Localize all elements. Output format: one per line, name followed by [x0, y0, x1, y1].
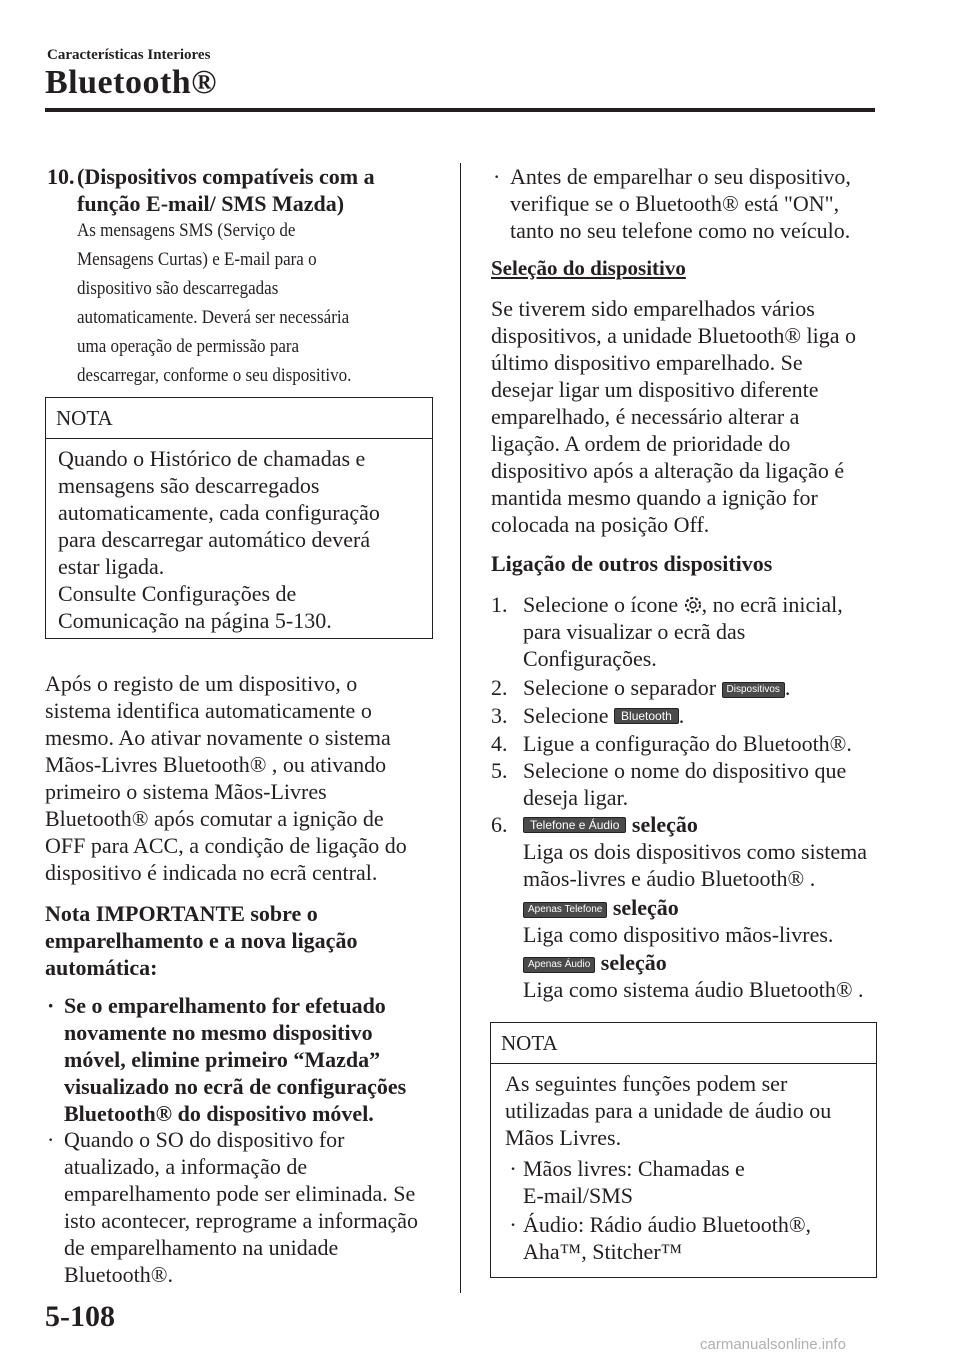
- bullet-line: emparelhamento pode ser eliminada. Se: [64, 1181, 416, 1206]
- note-heading: NOTA: [491, 1023, 876, 1064]
- step-5-cont: deseja ligar.: [523, 785, 629, 810]
- note-heading: NOTA: [46, 398, 432, 439]
- item10-line: As mensagens SMS (Serviço de: [77, 221, 296, 241]
- item10-line: Mensagens Curtas) e E-mail para o: [77, 250, 317, 270]
- item10-line: descarregar, conforme o seu dispositivo.: [77, 366, 352, 386]
- step-text: .: [678, 703, 685, 728]
- step-text: Selecione: [523, 703, 609, 728]
- note-line: Comunicação na página 5-130.: [58, 608, 332, 633]
- step-text: mãos-livres e áudio Bluetooth® .: [523, 866, 816, 891]
- step-5: Selecione o nome do dispositivo que: [523, 758, 847, 783]
- step-1-number: 1.: [491, 592, 508, 617]
- item10-title-1: (Dispositivos compatíveis com a: [77, 164, 375, 189]
- bullet-line: Bluetooth® do dispositivo móvel.: [64, 1101, 374, 1126]
- item10-title-2: função E-mail/ SMS Mazda): [77, 191, 345, 216]
- item10-number: 10.: [47, 164, 75, 189]
- gear-icon: [684, 593, 702, 611]
- para-line: Bluetooth® após comutar a ignição de: [45, 806, 384, 831]
- section-label: Características Interiores: [47, 47, 211, 63]
- bullet-line: Antes de emparelhar o seu dispositivo,: [510, 164, 851, 189]
- important-line: emparelhamento e a nova ligação: [45, 928, 358, 953]
- step-5-number: 5.: [491, 758, 508, 783]
- step-6-phone-desc: Liga como dispositivo mãos-livres.: [523, 922, 834, 947]
- note-box: [45, 397, 433, 639]
- heading-other-devices: Ligação de outros dispositivos: [491, 551, 773, 576]
- devices-tab-button[interactable]: Dispositivos: [722, 682, 785, 698]
- note-body: [491, 1064, 876, 1265]
- note-line: Mãos livres: Chamadas e: [523, 1156, 745, 1181]
- step-text: , no ecrã inicial,: [701, 592, 843, 617]
- note-bullet-text: [505, 1155, 866, 1209]
- audio-only-button[interactable]: Apenas Áudio: [523, 957, 595, 973]
- page-number: 5-108: [45, 1300, 115, 1333]
- note-line: automaticamente, cada configuração: [58, 500, 380, 525]
- para-line: mesmo. Ao ativar novamente o sistema: [45, 725, 391, 750]
- para-line: dispositivo é indicada no ecrã central.: [45, 860, 378, 885]
- column-divider: [460, 163, 461, 1293]
- bullet-line: Bluetooth®.: [64, 1262, 173, 1287]
- bullet-line: Se o emparelhamento for efetuado: [64, 993, 386, 1018]
- step-6-desc: [523, 838, 867, 892]
- bullet-dot: ·: [493, 164, 501, 189]
- step-6: [523, 811, 698, 838]
- step-text: seleção: [600, 950, 667, 975]
- step-1-cont: Configurações.: [523, 646, 657, 671]
- paragraph-device-selection: [491, 295, 856, 538]
- para-line: desejar ligar um dispositivo diferente: [491, 377, 819, 402]
- step-text: Liga os dois dispositivos como sistema: [523, 839, 868, 864]
- bullet-line: atualizado, a informação de: [64, 1154, 308, 1179]
- para-line: sistema identifica automaticamente o: [45, 698, 372, 723]
- step-2: [523, 674, 790, 701]
- step-4-number: 4.: [491, 731, 508, 756]
- bullet-dot: ·: [47, 1127, 55, 1152]
- item10-body: [77, 217, 463, 391]
- bullet-item: [64, 992, 406, 1127]
- note-line: mensagens são descarregados: [58, 473, 320, 498]
- step-1-cont: para visualizar o ecrã das: [523, 619, 746, 644]
- note-line: estar ligada.: [58, 554, 165, 579]
- bullet-line: verifique se o Bluetooth® está "ON",: [510, 191, 840, 216]
- note-bullet: [505, 1155, 866, 1209]
- para-line: dispositivo após a alteração da ligação é: [491, 458, 845, 483]
- note-line: Consulte Configurações de: [58, 581, 297, 606]
- bullet-dot: ·: [509, 1212, 517, 1237]
- note-bullet-text: [505, 1211, 866, 1265]
- bullet-line: móvel, elimine primeiro “Mazda”: [64, 1047, 381, 1072]
- bullet-dot: ·: [47, 993, 55, 1018]
- item10-line: automaticamente. Deverá ser necessária: [77, 308, 350, 328]
- para-line: Mãos-Livres Bluetooth® , ou ativando: [45, 752, 387, 777]
- step-6-number: 6.: [491, 812, 508, 837]
- note-line: Áudio: Rádio áudio Bluetooth®,: [523, 1212, 812, 1237]
- item10-line: dispositivo são descarregadas: [77, 279, 279, 299]
- step-3: [523, 702, 684, 729]
- bullet-line: visualizado no ecrã de configurações: [64, 1074, 407, 1099]
- bullet-item: [64, 1126, 418, 1288]
- bullet-line: Quando o SO do dispositivo for: [64, 1127, 345, 1152]
- step-text: .: [784, 675, 791, 700]
- para-line: último dispositivo emparelhado. Se: [491, 350, 803, 375]
- important-line: automática:: [45, 955, 158, 980]
- para-line: Após o registo de um dispositivo, o: [45, 671, 358, 696]
- para-line: dispositivos, a unidade Bluetooth® liga o: [491, 323, 857, 348]
- step-3-number: 3.: [491, 703, 508, 728]
- important-heading: [45, 900, 357, 981]
- para-line: Se tiverem sido emparelhados vários: [491, 296, 815, 321]
- step-6-option-audio: [523, 949, 667, 976]
- para-line: emparelhado, é necessário alterar a: [491, 404, 800, 429]
- bullet-line: de emparelhamento na unidade: [64, 1235, 339, 1260]
- phone-and-audio-button[interactable]: Telefone e Áudio: [523, 817, 626, 833]
- note-bullet: [505, 1211, 866, 1265]
- bluetooth-button[interactable]: Bluetooth: [614, 708, 679, 724]
- note-line: As seguintes funções podem ser: [505, 1071, 788, 1096]
- step-4: Ligue a configuração do Bluetooth®.: [523, 731, 852, 756]
- step-1: [523, 591, 843, 618]
- important-line: Nota IMPORTANTE sobre o: [45, 901, 318, 926]
- subheading-device-selection: Seleção do dispositivo: [491, 256, 686, 280]
- para-line: ligação. A ordem de prioridade do: [491, 431, 791, 456]
- step-text: seleção: [631, 812, 698, 837]
- step-text: Selecione o separador: [523, 675, 717, 700]
- para-line: primeiro o sistema Mãos-Livres: [45, 779, 327, 804]
- note-line: Quando o Histórico de chamadas e: [58, 446, 366, 471]
- note-body: [46, 439, 432, 634]
- bullet-line: isto acontecer, reprograme a informação: [64, 1208, 418, 1233]
- header-rule: [45, 108, 875, 112]
- note-line: Aha™, Stitcher™: [523, 1239, 683, 1264]
- step-2-number: 2.: [491, 675, 508, 700]
- note-line: Mãos Livres.: [505, 1125, 622, 1150]
- step-6-audio-desc: Liga como sistema áudio Bluetooth® .: [523, 977, 864, 1002]
- page-title: Bluetooth®: [45, 64, 218, 101]
- bullet-dot: ·: [509, 1156, 517, 1181]
- para-line: mantida mesmo quando a ignição for: [491, 485, 818, 510]
- paragraph-registration: [45, 670, 407, 886]
- watermark: carmanualsonline.info: [700, 1336, 846, 1353]
- note-line: E-mail/SMS: [523, 1183, 634, 1208]
- para-line: OFF para ACC, a condição de ligação do: [45, 833, 407, 858]
- note-box: [490, 1022, 877, 1278]
- step-text: seleção: [612, 895, 679, 920]
- bullet-line: tanto no seu telefone como no veículo.: [510, 218, 851, 243]
- item10-line: uma operação de permissão para: [77, 337, 300, 357]
- step-text: Selecione o ícone: [523, 592, 679, 617]
- phone-only-button[interactable]: Apenas Telefone: [523, 902, 607, 918]
- note-line: para descarregar automático deverá: [58, 527, 371, 552]
- step-6-option-phone: [523, 894, 679, 921]
- note-line: utilizadas para a unidade de áudio ou: [505, 1098, 832, 1123]
- bullet-line: novamente no mesmo dispositivo: [64, 1020, 373, 1045]
- bullet-item: [510, 163, 851, 244]
- para-line: colocada na posição Off.: [491, 512, 710, 537]
